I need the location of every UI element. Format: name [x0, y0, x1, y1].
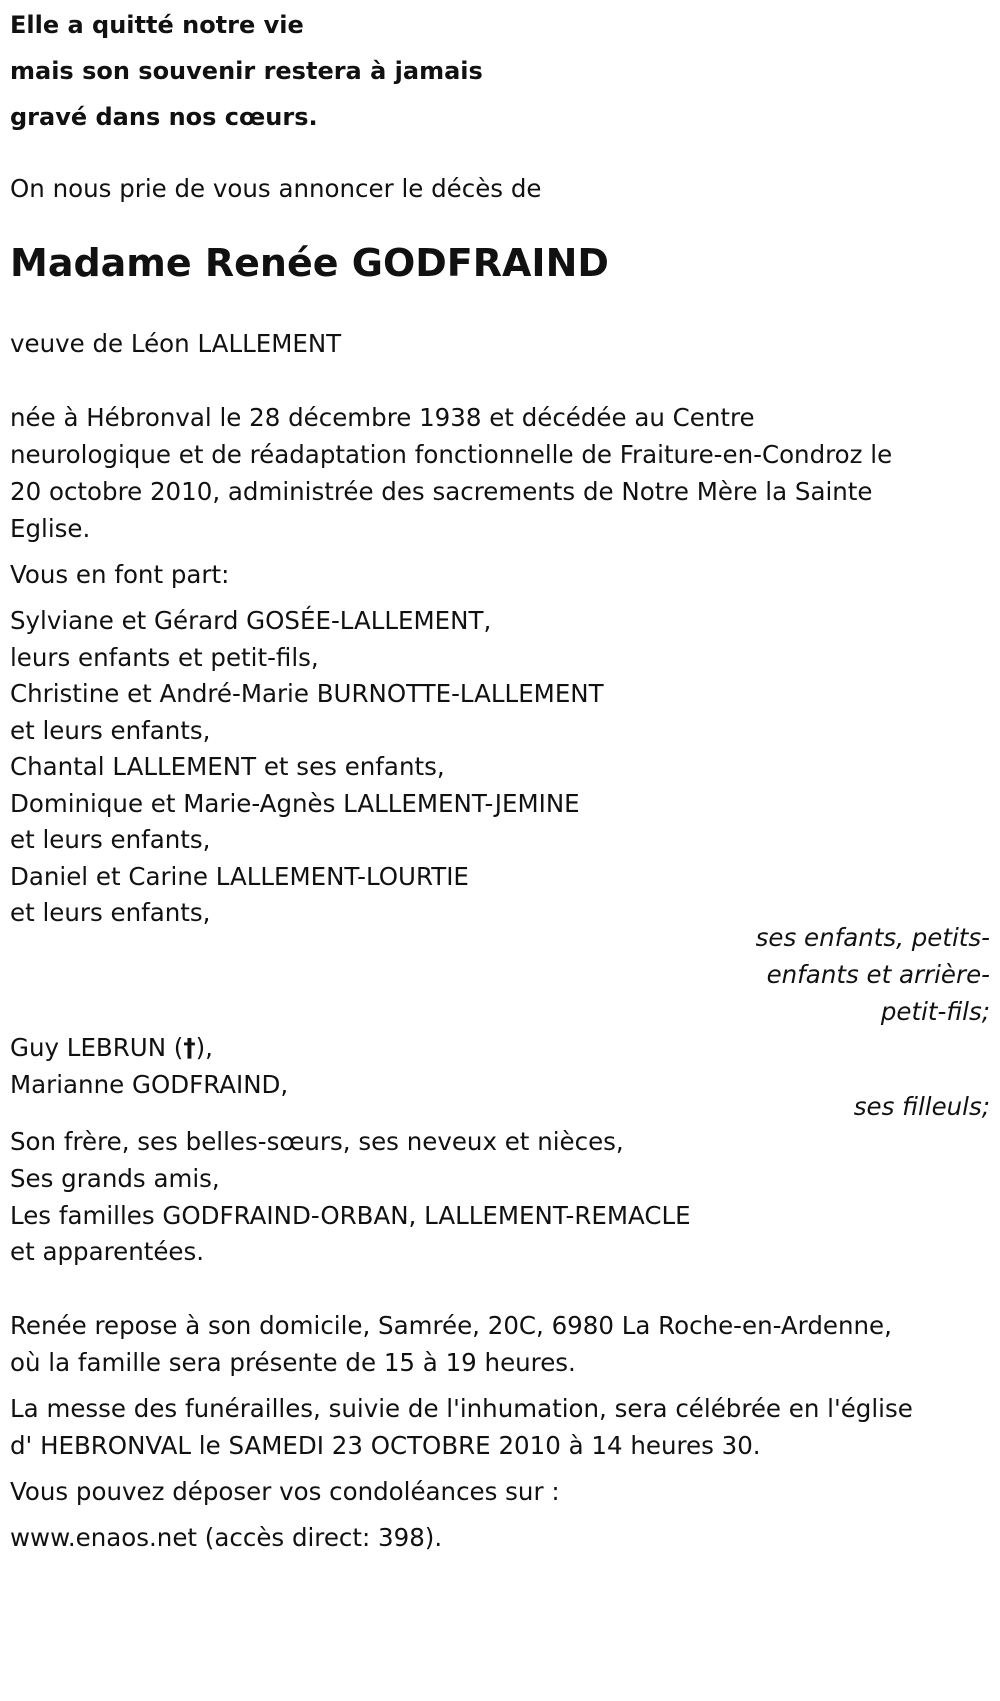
family-line: Chantal LALLEMENT et ses enfants,	[10, 752, 445, 781]
announcers-intro: Vous en font part:	[10, 560, 230, 589]
children-role-line-1: ses enfants, petits-	[755, 923, 990, 952]
repose-line-2: où la famille sera présente de 15 à 19 heures.	[10, 1348, 576, 1377]
epitaph-line-1: Elle a quitté notre vie	[10, 11, 304, 39]
godchild-guy-name: Guy LEBRUN (	[10, 1033, 184, 1062]
relatives-line: Ses grands amis,	[10, 1164, 220, 1193]
epitaph-line-2: mais son souvenir restera à jamais	[10, 57, 483, 85]
birth-death-line-1: née à Hébronval le 28 décembre 1938 et décédée au Centre	[10, 403, 755, 432]
relatives-line: Son frère, ses belles-sœurs, ses neveux et nièces,	[10, 1127, 624, 1156]
deceased-name: Madame Renée GODFRAIND	[10, 241, 609, 285]
relatives-line: Les familles GODFRAIND-ORBAN, LALLEMENT-REMACLE	[10, 1201, 691, 1230]
epitaph-line-3: gravé dans nos cœurs.	[10, 103, 318, 131]
birth-death-line-2: neurologique et de réadaptation fonctionnelle de Fraiture-en-Condroz le	[10, 440, 893, 469]
godchildren-role: ses filleuls;	[853, 1092, 990, 1121]
family-line: Sylviane et Gérard GOSÉE-LALLEMENT,	[10, 606, 492, 635]
relatives-line: et apparentées.	[10, 1237, 205, 1266]
announcement-intro: On nous prie de vous annoncer le décès de	[10, 174, 542, 203]
family-line: Daniel et Carine LALLEMENT-LOURTIE	[10, 862, 469, 891]
family-line: Christine et André-Marie BURNOTTE-LALLEMENT	[10, 679, 604, 708]
children-role-line-3: petit-fils;	[880, 997, 990, 1026]
birth-death-line-3: 20 octobre 2010, administrée des sacrements de Notre Mère la Sainte	[10, 477, 873, 506]
cross-icon: †	[183, 1033, 196, 1062]
family-line: et leurs enfants,	[10, 716, 211, 745]
mass-line-2: d' HEBRONVAL le SAMEDI 23 OCTOBRE 2010 à 14 heures 30.	[10, 1431, 761, 1460]
family-line: et leurs enfants,	[10, 825, 211, 854]
godchild-marianne: Marianne GODFRAIND,	[10, 1070, 289, 1099]
birth-death-line-4: Eglise.	[10, 514, 91, 543]
family-line: Dominique et Marie-Agnès LALLEMENT-JEMINE	[10, 789, 580, 818]
condolences-intro: Vous pouvez déposer vos condoléances sur :	[10, 1477, 560, 1506]
condolences-link[interactable]: www.enaos.net (accès direct: 398).	[10, 1523, 443, 1552]
godchild-guy-end: ),	[195, 1033, 213, 1062]
children-role-line-2: enfants et arrière-	[766, 960, 990, 989]
family-line: et leurs enfants,	[10, 898, 211, 927]
mass-line-1: La messe des funérailles, suivie de l'inhumation, sera célébrée en l'église	[10, 1394, 913, 1423]
widow-of: veuve de Léon LALLEMENT	[10, 329, 342, 358]
godchild-guy	[10, 1029, 213, 1066]
repose-line-1: Renée repose à son domicile, Samrée, 20C, 6980 La Roche-en-Ardenne,	[10, 1311, 892, 1340]
family-line: leurs enfants et petit-fils,	[10, 643, 319, 672]
